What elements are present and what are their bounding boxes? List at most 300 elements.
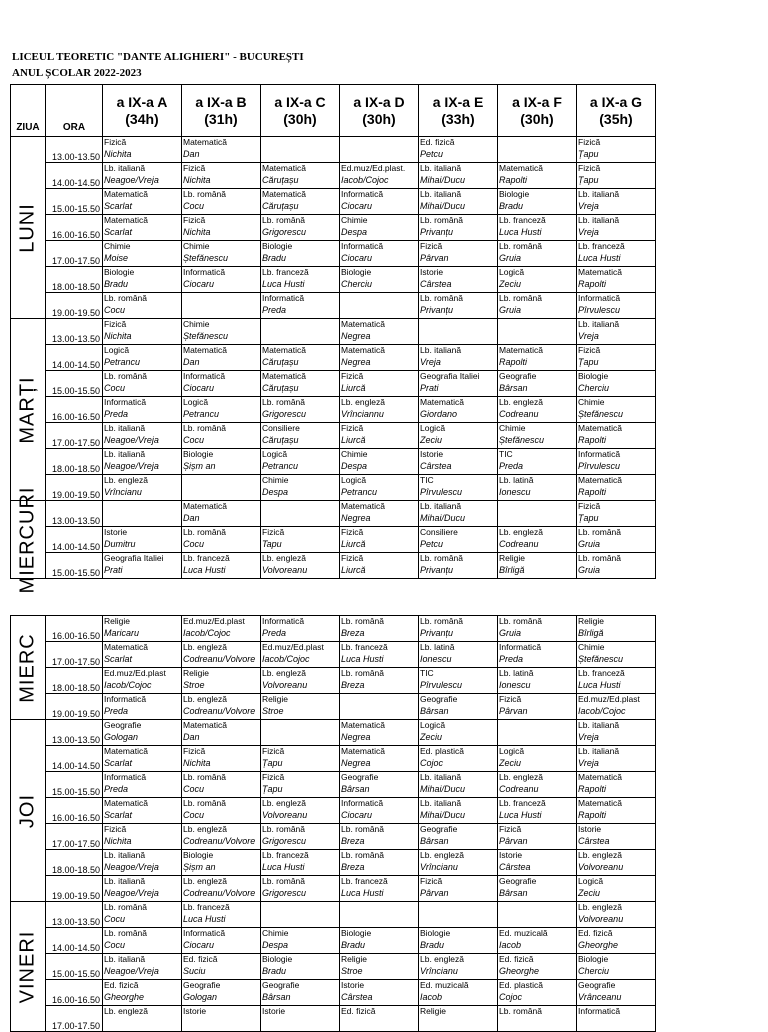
lesson-teacher: Vreja (578, 757, 599, 768)
lesson-cell (182, 371, 261, 397)
lesson-subject: Matematică (420, 397, 464, 407)
lesson-subject: Lb. engleză (183, 642, 227, 652)
lesson-subject: Logică (341, 475, 367, 485)
lesson-teacher: Iacob/Cojoc (104, 679, 152, 690)
lesson-cell (340, 694, 419, 720)
lesson-subject: Istorie (499, 850, 523, 860)
lesson-cell (498, 642, 577, 668)
lesson-teacher: Pârvan (420, 252, 449, 263)
lesson-cell (498, 850, 577, 876)
lesson-cell (498, 720, 577, 746)
day-label: MIERCURI (16, 486, 39, 593)
lesson-cell (577, 345, 656, 371)
lesson-cell (498, 746, 577, 772)
lesson-subject: Fizică (341, 371, 364, 381)
lesson-subject: Lb. franceză (499, 798, 546, 808)
time-cell: 17.00-17.50 (46, 824, 103, 850)
lesson-subject: TIC (499, 449, 513, 459)
lesson-teacher: Căruțașu (262, 382, 299, 393)
lesson-subject: Logică (262, 449, 288, 459)
lesson-teacher: Cârstea (420, 278, 452, 289)
lesson-subject: Biologie (262, 954, 293, 964)
lesson-teacher: Volvoreanu (262, 679, 308, 690)
lesson-cell (182, 267, 261, 293)
lesson-teacher: Vrînciannu (341, 408, 384, 419)
lesson-cell (182, 668, 261, 694)
lesson-subject: Matematică (183, 345, 227, 355)
lesson-cell (498, 553, 577, 579)
timetable-row (11, 902, 656, 928)
lesson-subject: Geografie (420, 824, 458, 834)
class-header: a IX-a G (35h) (577, 85, 656, 137)
lesson-subject: Logică (578, 876, 604, 886)
time-cell: 18.00-18.50 (46, 668, 103, 694)
lesson-teacher: Bârsan (262, 991, 291, 1002)
lesson-cell (577, 772, 656, 798)
lesson-cell (340, 501, 419, 527)
lesson-cell (103, 501, 182, 527)
lesson-subject: Logică (499, 746, 525, 756)
lesson-subject: Ed.muz/Ed.plast (262, 642, 324, 652)
lesson-teacher: Negrea (341, 512, 371, 523)
lesson-teacher: Preda (262, 627, 287, 638)
lesson-teacher: Petrancu (262, 460, 299, 471)
lesson-subject: Logică (420, 720, 446, 730)
lesson-subject: Fizică (499, 824, 522, 834)
lesson-cell (103, 746, 182, 772)
lesson-subject: Istorie (104, 527, 128, 537)
time-cell: 19.00-19.50 (46, 293, 103, 319)
lesson-teacher: Bârsan (499, 887, 528, 898)
lesson-cell (261, 345, 340, 371)
lesson-subject: Matematică (341, 345, 385, 355)
timetable-row (11, 293, 656, 319)
lesson-subject: Geografia Italiei (420, 371, 480, 381)
lesson-cell (103, 928, 182, 954)
lesson-cell (577, 527, 656, 553)
time-cell: 16.00-16.50 (46, 616, 103, 642)
timetable-row (11, 616, 656, 642)
lesson-cell (103, 137, 182, 163)
lesson-teacher: Bîrligă (499, 564, 525, 575)
lesson-subject: Lb. română (420, 215, 463, 225)
lesson-cell (419, 746, 498, 772)
lesson-subject: Lb. română (341, 668, 384, 678)
lesson-subject: Religie (578, 616, 604, 626)
lesson-teacher: Grigorescu (262, 226, 307, 237)
lesson-teacher: Iacob (420, 991, 443, 1002)
lesson-subject: Matematică (183, 137, 227, 147)
lesson-cell (103, 876, 182, 902)
lesson-subject: Lb. română (183, 798, 226, 808)
lesson-cell (498, 798, 577, 824)
lesson-teacher: Țapu (578, 512, 599, 523)
lesson-subject: Matematică (341, 319, 385, 329)
lesson-cell (103, 371, 182, 397)
lesson-cell (340, 746, 419, 772)
lesson-subject: Lb. română (420, 616, 463, 626)
lesson-teacher: Breza (341, 835, 365, 846)
lesson-teacher: Zeciu (420, 731, 443, 742)
lesson-subject: Lb. română (262, 876, 305, 886)
lesson-teacher: Pîrvulescu (420, 486, 463, 497)
lesson-subject: Geografie (578, 980, 616, 990)
lesson-teacher: Cocu (104, 304, 126, 315)
lesson-subject: Matematică (341, 720, 385, 730)
lesson-cell (498, 215, 577, 241)
lesson-teacher: Mihai/Ducu (420, 512, 466, 523)
lesson-subject: Lb. italiană (578, 746, 620, 756)
lesson-subject: Matematică (341, 746, 385, 756)
lesson-teacher: Codreanu/Volvore (183, 835, 256, 846)
lesson-cell (182, 553, 261, 579)
lesson-teacher: Codreanu (499, 408, 539, 419)
lesson-subject: Lb. engleză (104, 475, 148, 485)
lesson-cell (103, 668, 182, 694)
time-cell: 15.00-15.50 (46, 371, 103, 397)
lesson-cell (498, 527, 577, 553)
lesson-subject: Informatică (341, 241, 384, 251)
lesson-teacher: Bârsan (341, 783, 370, 794)
lesson-subject: Ed. muzicală (420, 980, 469, 990)
lesson-subject: Fizică (420, 241, 443, 251)
lesson-subject: Lb. italiană (104, 876, 146, 886)
day-header: ZIUA (11, 85, 46, 137)
time-cell: 17.00-17.50 (46, 642, 103, 668)
lesson-subject: Informatică (183, 267, 226, 277)
lesson-subject: Lb. engleză (499, 527, 543, 537)
lesson-cell (103, 449, 182, 475)
lesson-cell (498, 241, 577, 267)
lesson-subject: Lb. engleză (341, 397, 385, 407)
lesson-teacher: Liurcă (341, 538, 366, 549)
lesson-teacher: Gruia (578, 564, 601, 575)
lesson-cell (340, 902, 419, 928)
lesson-teacher: Grigorescu (262, 408, 307, 419)
lesson-cell (182, 345, 261, 371)
lesson-cell (103, 850, 182, 876)
lesson-subject: Lb. engleză (420, 954, 464, 964)
lesson-subject: Lb. italiană (104, 449, 146, 459)
lesson-cell (103, 475, 182, 501)
lesson-teacher: Cocu (183, 200, 205, 211)
lesson-teacher: Scarlat (104, 757, 133, 768)
lesson-subject: Religie (183, 668, 209, 678)
timetable-row (11, 371, 656, 397)
lesson-cell (419, 293, 498, 319)
time-cell: 18.00-18.50 (46, 850, 103, 876)
lesson-subject: Logică (104, 345, 130, 355)
lesson-teacher: Bradu (262, 965, 287, 976)
lesson-teacher: Pârvan (499, 835, 528, 846)
day-cell (11, 137, 46, 319)
lesson-teacher: Vreja (578, 200, 599, 211)
lesson-cell (419, 267, 498, 293)
lesson-teacher: Bradu (104, 278, 129, 289)
header-row (11, 85, 656, 137)
lesson-cell (340, 772, 419, 798)
lesson-cell (182, 720, 261, 746)
lesson-subject: Matematică (578, 423, 622, 433)
lesson-teacher: Neagoe/Vreja (104, 861, 159, 872)
lesson-teacher: Căruțașu (262, 434, 299, 445)
lesson-cell (261, 954, 340, 980)
lesson-cell (182, 397, 261, 423)
lesson-teacher: Luca Husti (262, 278, 305, 289)
day-label: LUNI (16, 202, 39, 253)
lesson-teacher: Ștefănescu (183, 252, 229, 263)
lesson-teacher: Cherciu (578, 382, 610, 393)
lesson-teacher: Neagoe/Vreja (104, 460, 159, 471)
lesson-cell (577, 798, 656, 824)
day-cell (11, 486, 46, 593)
lesson-teacher: Gheorghe (578, 939, 619, 950)
lesson-subject: Ed. muzicală (499, 928, 548, 938)
lesson-cell (419, 902, 498, 928)
lesson-teacher: Mihai/Ducu (420, 174, 466, 185)
lesson-teacher: Maricaru (104, 627, 140, 638)
lesson-teacher: Vreja (420, 356, 441, 367)
class-header: a IX-a F (30h) (498, 85, 577, 137)
lesson-subject: Geografie (499, 371, 537, 381)
lesson-cell (419, 642, 498, 668)
lesson-cell (419, 319, 498, 345)
lesson-subject: Geografie (499, 876, 537, 886)
timetable (10, 615, 656, 1032)
lesson-subject: Lb. franceză (183, 553, 230, 563)
lesson-cell (419, 668, 498, 694)
lesson-teacher: Rapolti (578, 278, 607, 289)
lesson-cell (182, 954, 261, 980)
lesson-subject: Lb. română (104, 902, 147, 912)
lesson-cell (340, 980, 419, 1006)
lesson-teacher: Ciocaru (183, 939, 215, 950)
lesson-teacher: Rapolti (578, 486, 607, 497)
lesson-cell (498, 824, 577, 850)
lesson-cell (419, 397, 498, 423)
lesson-cell (103, 189, 182, 215)
lesson-teacher: Țapu (262, 757, 283, 768)
lesson-cell (419, 137, 498, 163)
lesson-cell (419, 1006, 498, 1032)
lesson-subject: Lb. italiană (420, 772, 462, 782)
lesson-subject: Ed. fizică (104, 980, 139, 990)
lesson-subject: Lb. franceză (341, 642, 388, 652)
lesson-teacher: Zeciu (499, 278, 522, 289)
lesson-teacher: Grigorescu (262, 835, 307, 846)
lesson-subject: Istorie (578, 824, 602, 834)
lesson-subject: Biologie (341, 267, 372, 277)
time-cell: 19.00-19.50 (46, 876, 103, 902)
time-cell: 15.00-15.50 (46, 954, 103, 980)
lesson-cell (103, 694, 182, 720)
lesson-cell (340, 241, 419, 267)
lesson-subject: Lb. italiană (578, 215, 620, 225)
lesson-teacher: Vrîncianu (420, 965, 458, 976)
lesson-teacher: Preda (104, 783, 129, 794)
timetable-row (11, 527, 656, 553)
lesson-teacher: Nichita (183, 757, 211, 768)
timetable-part-2 (10, 615, 656, 1031)
lesson-subject: Fizică (499, 694, 522, 704)
day-cell (11, 720, 46, 902)
timetable-row (11, 798, 656, 824)
lesson-subject: Lb. italiană (420, 163, 462, 173)
lesson-cell (577, 267, 656, 293)
lesson-teacher: Despa (262, 939, 289, 950)
lesson-subject: Ed. fizică (499, 954, 534, 964)
lesson-teacher: Cârstea (499, 861, 531, 872)
lesson-subject: Informatică (183, 928, 226, 938)
lesson-cell (261, 527, 340, 553)
lesson-cell (340, 267, 419, 293)
timetable-row (11, 824, 656, 850)
lesson-cell (103, 163, 182, 189)
lesson-cell (261, 616, 340, 642)
lesson-teacher: Cojoc (420, 757, 444, 768)
lesson-cell (577, 501, 656, 527)
lesson-subject: Lb. română (341, 616, 384, 626)
lesson-subject: Informatică (183, 371, 226, 381)
lesson-teacher: Petrancu (341, 486, 378, 497)
lesson-cell (340, 928, 419, 954)
lesson-subject: Fizică (262, 527, 285, 537)
lesson-cell (103, 824, 182, 850)
lesson-subject: Chimie (578, 397, 605, 407)
lesson-teacher: Ionescu (499, 679, 531, 690)
lesson-cell (498, 293, 577, 319)
lesson-cell (340, 189, 419, 215)
lesson-teacher: Cocu (104, 382, 126, 393)
class-header: a IX-a A (34h) (103, 85, 182, 137)
lesson-subject: Lb. franceză (341, 876, 388, 886)
lesson-cell (577, 397, 656, 423)
lesson-subject: Lb. franceză (262, 850, 309, 860)
lesson-subject: Informatică (262, 616, 305, 626)
lesson-teacher: Preda (262, 304, 287, 315)
lesson-subject: Lb. română (341, 824, 384, 834)
lesson-subject: Matematică (262, 189, 306, 199)
lesson-cell (577, 241, 656, 267)
lesson-teacher: Codreanu/Volvore (183, 653, 256, 664)
lesson-subject: Matematică (578, 772, 622, 782)
lesson-subject: Fizică (578, 163, 601, 173)
lesson-subject: Religie (262, 694, 288, 704)
lesson-subject: Religie (499, 553, 525, 563)
lesson-cell (340, 215, 419, 241)
lesson-subject: Geografia Italiei (104, 553, 164, 563)
lesson-subject: Informatică (499, 642, 542, 652)
time-cell: 16.00-16.50 (46, 215, 103, 241)
lesson-teacher: Zeciu (578, 887, 601, 898)
lesson-teacher: Țapu (578, 356, 599, 367)
lesson-cell (498, 475, 577, 501)
day-cell (11, 902, 46, 1032)
lesson-subject: Ed.muz/Ed.plast (578, 694, 640, 704)
lesson-subject: Lb. engleză (183, 694, 227, 704)
lesson-subject: Lb. franceză (499, 215, 546, 225)
lesson-cell (103, 423, 182, 449)
lesson-subject: Lb. italiană (578, 189, 620, 199)
lesson-teacher: Rapolti (578, 809, 607, 820)
lesson-subject: Lb. română (420, 293, 463, 303)
lesson-cell (182, 449, 261, 475)
lesson-teacher: Nichita (104, 148, 132, 159)
lesson-cell (340, 475, 419, 501)
lesson-subject: Fizică (104, 137, 127, 147)
lesson-subject: Matematică (578, 267, 622, 277)
lesson-teacher: Moise (104, 252, 129, 263)
time-cell: 13.00-13.50 (46, 319, 103, 345)
lesson-subject: Lb. română (499, 293, 542, 303)
lesson-cell (419, 241, 498, 267)
lesson-teacher: Neagoe/Vreja (104, 965, 159, 976)
lesson-cell (577, 293, 656, 319)
lesson-teacher: Grigorescu (262, 887, 307, 898)
lesson-teacher: Pârvan (420, 887, 449, 898)
lesson-subject: Lb. română (183, 527, 226, 537)
lesson-teacher: Iacob/Cojoc (578, 705, 626, 716)
lesson-teacher: Luca Husti (183, 913, 226, 924)
lesson-subject: Lb. română (104, 928, 147, 938)
lesson-cell (182, 642, 261, 668)
lesson-cell (182, 772, 261, 798)
lesson-teacher: Șișm an (183, 861, 216, 872)
lesson-cell (261, 902, 340, 928)
lesson-teacher: Nichita (104, 330, 132, 341)
lesson-teacher: Mihai/Ducu (420, 200, 466, 211)
lesson-teacher: Privanțu (420, 627, 454, 638)
lesson-subject: Matematică (104, 642, 148, 652)
lesson-cell (103, 772, 182, 798)
lesson-cell (577, 668, 656, 694)
lesson-subject: Fizică (183, 215, 206, 225)
lesson-teacher: Iacob (499, 939, 522, 950)
lesson-cell (261, 371, 340, 397)
lesson-subject: Logică (420, 423, 446, 433)
lesson-cell (577, 720, 656, 746)
lesson-teacher: Bârsan (499, 382, 528, 393)
lesson-cell (577, 553, 656, 579)
lesson-subject: Biologie (578, 954, 609, 964)
timetable-row (11, 319, 656, 345)
timetable-row (11, 772, 656, 798)
lesson-cell (498, 668, 577, 694)
time-cell: 14.00-14.50 (46, 928, 103, 954)
lesson-teacher: Bârsan (420, 705, 449, 716)
lesson-cell (261, 928, 340, 954)
lesson-subject: Informatică (104, 772, 147, 782)
lesson-subject: Lb. franceză (183, 902, 230, 912)
lesson-subject: Lb. italiană (420, 798, 462, 808)
lesson-subject: Geografie (104, 720, 142, 730)
time-cell: 16.00-16.50 (46, 798, 103, 824)
lesson-cell (419, 215, 498, 241)
lesson-cell (419, 553, 498, 579)
lesson-teacher: Căruțașu (262, 200, 299, 211)
lesson-cell (577, 616, 656, 642)
time-cell: 14.00-14.50 (46, 746, 103, 772)
lesson-teacher: Privanțu (420, 564, 454, 575)
lesson-teacher: Volvoreanu (578, 861, 624, 872)
time-cell: 13.00-13.50 (46, 720, 103, 746)
lesson-teacher: Suciu (183, 965, 206, 976)
school-title: LICEUL TEORETIC "DANTE ALIGHIERI" - BUCUREȘTI (12, 51, 304, 63)
lesson-subject: Matematică (104, 215, 148, 225)
lesson-cell (419, 163, 498, 189)
lesson-subject: Ed.muz/Ed.plast (104, 668, 166, 678)
lesson-cell (577, 980, 656, 1006)
